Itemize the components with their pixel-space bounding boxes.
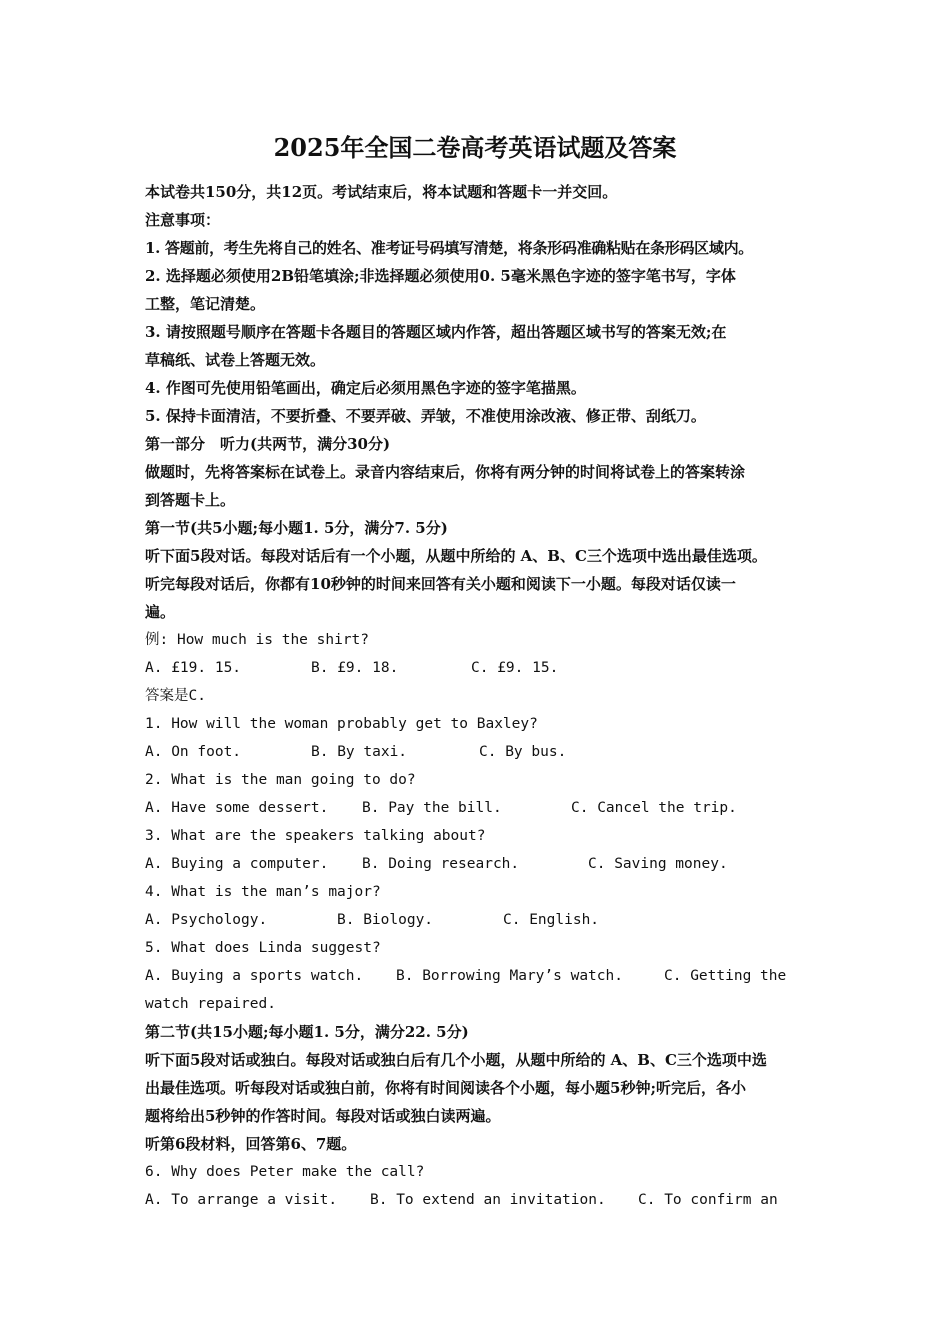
- question-3-options: [145, 850, 810, 878]
- q1-option-a: A. On foot.: [145, 744, 242, 760]
- q4-option-c: C. English.: [503, 912, 600, 928]
- question-2-options: [145, 794, 810, 822]
- notice-item-2-cont: 工整，笔记清楚。: [145, 295, 266, 313]
- question-5-options: [145, 962, 810, 990]
- part1-heading: 第一部分 听力(共两节，满分30分): [145, 435, 391, 453]
- q3-option-b: B. Doing research.: [362, 856, 520, 872]
- q2-option-a: A. Have some dessert.: [145, 800, 329, 816]
- question-6: 6. Why does Peter make the call?: [145, 1164, 425, 1180]
- question-4: 4. What is the man’s major?: [145, 884, 381, 900]
- question-6-options: [145, 1186, 810, 1214]
- notice-item-2: 2. 选择题必须使用2B铅笔填涂;非选择题必须使用0. 5毫米黑色字迹的签字笔书写，字体: [145, 267, 736, 285]
- question-4-options: [145, 906, 810, 934]
- section2-instructions-end: 题将给出5秒钟的作答时间。每段对话或独白读两遍。: [145, 1107, 501, 1125]
- section1-instructions-end: 遍。: [145, 603, 176, 621]
- section1-heading: 第一节(共5小题;每小题1. 5分，满分7. 5分): [145, 519, 448, 537]
- question-1-options: [145, 738, 810, 766]
- q5-option-b: B. Borrowing Mary’s watch.: [396, 968, 623, 984]
- intro-line: 本试卷共150分，共12页。考试结束后，将本试题和答题卡一并交回。: [145, 183, 618, 201]
- q1-option-c: C. By bus.: [479, 744, 567, 760]
- question-3: 3. What are the speakers talking about?: [145, 828, 486, 844]
- q6-option-a: A. To arrange a visit.: [145, 1192, 338, 1208]
- notice-item-4: 4. 作图可先使用铅笔画出，确定后必须用黑色字迹的签字笔描黑。: [145, 379, 586, 397]
- q6-option-b: B. To extend an invitation.: [370, 1192, 606, 1208]
- question-5: 5. What does Linda suggest?: [145, 940, 381, 956]
- q4-option-b: B. Biology.: [337, 912, 434, 928]
- material-6-heading: 听第6段材料，回答第6、7题。: [145, 1135, 357, 1153]
- example-option-b: B. £9. 18.: [311, 660, 399, 676]
- q5-option-a: A. Buying a sports watch.: [145, 968, 364, 984]
- part1-instructions: 做题时，先将答案标在试卷上。录音内容结束后，你将有两分钟的时间将试卷上的答案转涂: [145, 463, 746, 481]
- q2-option-c: C. Cancel the trip.: [571, 800, 737, 816]
- notice-item-3: 3. 请按照题号顺序在答题卡各题目的答题区域内作答，超出答题区域书写的答案无效;在: [145, 323, 727, 341]
- q6-option-c: C. To confirm an: [638, 1192, 778, 1208]
- section1-instructions: 听下面5段对话。每段对话后有一个小题，从题中所给的 A、B、C三个选项中选出最佳选项。: [145, 547, 767, 565]
- q2-option-b: B. Pay the bill.: [362, 800, 502, 816]
- document-body: [145, 178, 810, 1214]
- q1-option-b: B. By taxi.: [311, 744, 408, 760]
- example-options: [145, 654, 810, 682]
- notice-item-1: 1. 答题前，考生先将自己的姓名、准考证号码填写清楚，将条形码准确粘贴在条形码区域内。: [145, 239, 753, 257]
- question-1: 1. How will the woman probably get to Baxley?: [145, 716, 538, 732]
- example-option-a: A. £19. 15.: [145, 660, 242, 676]
- section2-instructions: 听下面5段对话或独白。每段对话或独白后有几个小题，从题中所给的 A、B、C三个选项中选: [145, 1051, 767, 1069]
- section2-instructions-cont: 出最佳选项。听每段对话或独白前，你将有时间阅读各个小题，每小题5秒钟;听完后，各小: [145, 1079, 746, 1097]
- example-option-c: C. £9. 15.: [471, 660, 559, 676]
- q3-option-c: C. Saving money.: [588, 856, 728, 872]
- page-title: 2025年全国二卷高考英语试题及答案: [273, 133, 677, 162]
- section1-instructions-cont: 听完每段对话后，你都有10秒钟的时间来回答有关小题和阅读下一小题。每段对话仅读一: [145, 575, 736, 593]
- q4-option-a: A. Psychology.: [145, 912, 268, 928]
- notice-item-5: 5. 保持卡面清洁，不要折叠、不要弄破、弄皱，不准使用涂改液、修正带、刮纸刀。: [145, 407, 706, 425]
- question-5-option-c-cont: watch repaired.: [145, 996, 276, 1012]
- section2-heading: 第二节(共15小题;每小题1. 5分，满分22. 5分): [145, 1023, 469, 1041]
- q5-option-c: C. Getting the: [664, 968, 787, 984]
- example-answer: 答案是C.: [145, 688, 206, 704]
- q3-option-a: A. Buying a computer.: [145, 856, 329, 872]
- notice-heading: 注意事项：: [145, 211, 221, 229]
- question-2: 2. What is the man going to do?: [145, 772, 416, 788]
- part1-instructions-cont: 到答题卡上。: [145, 491, 236, 509]
- notice-item-3-cont: 草稿纸、试卷上答题无效。: [145, 351, 326, 369]
- example-question: 例: How much is the shirt?: [145, 632, 370, 648]
